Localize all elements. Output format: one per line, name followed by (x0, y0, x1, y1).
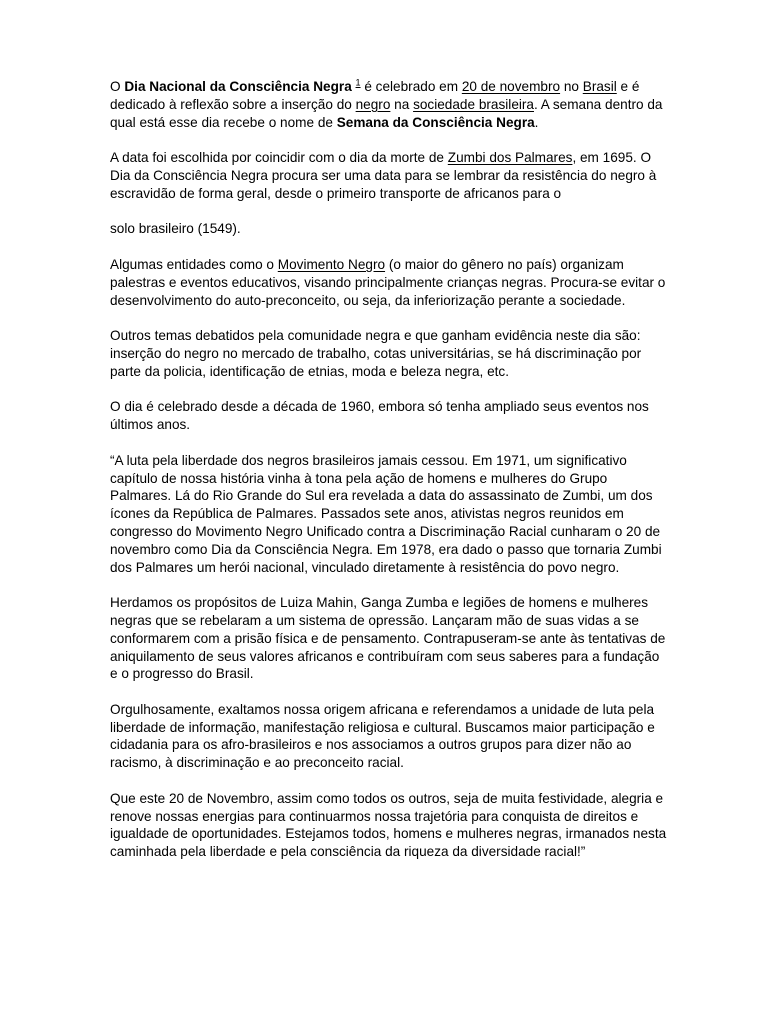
paragraph-decada-1960: O dia é celebrado desde a década de 1960, embora só tenha ampliado seus eventos nos últimos anos. (110, 399, 649, 433)
link-brasil[interactable]: Brasil (582, 79, 617, 94)
intro-text-2: é celebrado em (360, 79, 462, 94)
intro-bold-title: Dia Nacional da Consciência Negra (124, 79, 352, 94)
intro-text-7: . (534, 114, 539, 130)
p3-text-1: Algumas entidades como o (110, 256, 278, 272)
paragraph-quote-luta: “A luta pela liberdade dos negros brasileiros jamais cessou. Em 1971, um significativo capítulo de nossa história vinha à tona pela ação de homens e mulheres do Grupo Palmares. Lá do Rio Grande do Sul era revelada a data do assassinato de Zumbi, um dos ícones da República de Palmares. Passados sete anos, ativistas negros reunidos em congresso do Movimento Negro Unificado contra a Discriminação Racial cunharam o 20 de novembro como Dia da Consciência Negra. Em 1978, era dado o passo que tornaria Zumbi dos Palmares um herói nacional, vinculado diretamente à resistência do povo negro. (110, 452, 662, 575)
intro-text-3: no (560, 79, 583, 94)
link-20-de-novembro[interactable]: 20 de novembro (461, 79, 561, 94)
link-zumbi-dos-palmares[interactable]: Zumbi dos Palmares (447, 150, 573, 166)
paragraph-que-este: Que este 20 de Novembro, assim como todos os outros, seja de muita festividade, alegria e renove nossas energias para continuarmos nossa trajetória para conquista de direitos e igualdade de oportunidades. Estejamos todos, homens e mulheres negras, irmanados nesta caminhada pela liberdade e pela consciência da riqueza da diversidade racial!” (110, 790, 667, 860)
intro-text-6: . A semana dentro da qual está esse dia recebe o nome de (110, 96, 663, 130)
paragraph-solo-brasileiro: solo brasileiro (1549). (110, 221, 241, 237)
paragraph-orgulhosamente: Orgulhosamente, exaltamos nossa origem africana e referendamos a unidade de luta pela liberdade de informação, manifestação religiosa e cultural. Buscamos maior participação e cidadania para os afro-brasileiros e nos associamos a outros grupos para dizer não ao racismo, à discriminação e ao preconceito racial. (110, 701, 655, 771)
p3-text-2: (o maior do gênero no país) organizam palestras e eventos educativos, visando principalmente crianças negras. Procura-se evitar o desenvolvimento do auto-preconceito, ou seja, da inferiorização perante a sociedade. (110, 256, 666, 308)
link-sociedade-brasileira[interactable]: sociedade brasileira (413, 96, 534, 112)
link-movimento-negro[interactable]: Movimento Negro (277, 256, 386, 272)
document-page (110, 78, 670, 879)
intro-bold-semana: Semana da Consciência Negra (336, 114, 535, 130)
intro-text-1: O (110, 79, 125, 94)
p2-text-2: , em 1695. O Dia da Consciência Negra procura ser uma data para se lembrar da resistência do negro à escravidão de forma geral, desde o primeiro transporte de africanos para o (110, 150, 657, 201)
paragraph-herdamos: Herdamos os propósitos de Luiza Mahin, Ganga Zumba e legiões de homens e mulheres negras que se rebelaram a um sistema de opressão. Lançaram mão de suas vidas a se conformarem com a prisão física e de pensamento. Contrapuseram-se ante às tentativas de aniquilamento de seus valores africanos e contribuíram com seus saberes para a fundação e o progresso do Brasil. (110, 595, 666, 682)
intro-text-4: e é dedicado à reflexão sobre a inserção do (110, 79, 640, 112)
paragraph-movimento-negro (110, 256, 670, 309)
p2-text-1: A data foi escolhida por coincidir com o dia da morte de (110, 150, 448, 166)
paragraph-outros-temas: Outros temas debatidos pela comunidade negra e que ganham evidência neste dia são: inserção do negro no mercado de trabalho, cotas universitárias, se há discriminação por parte da policia, identificação de etnias, moda e beleza negra, etc. (110, 328, 642, 379)
paragraph-zumbi (110, 149, 670, 202)
intro-text-5: na (390, 96, 414, 112)
footnote-ref-link[interactable]: 1 (355, 77, 361, 88)
link-negro[interactable]: negro (355, 96, 391, 112)
intro-paragraph (110, 78, 670, 131)
